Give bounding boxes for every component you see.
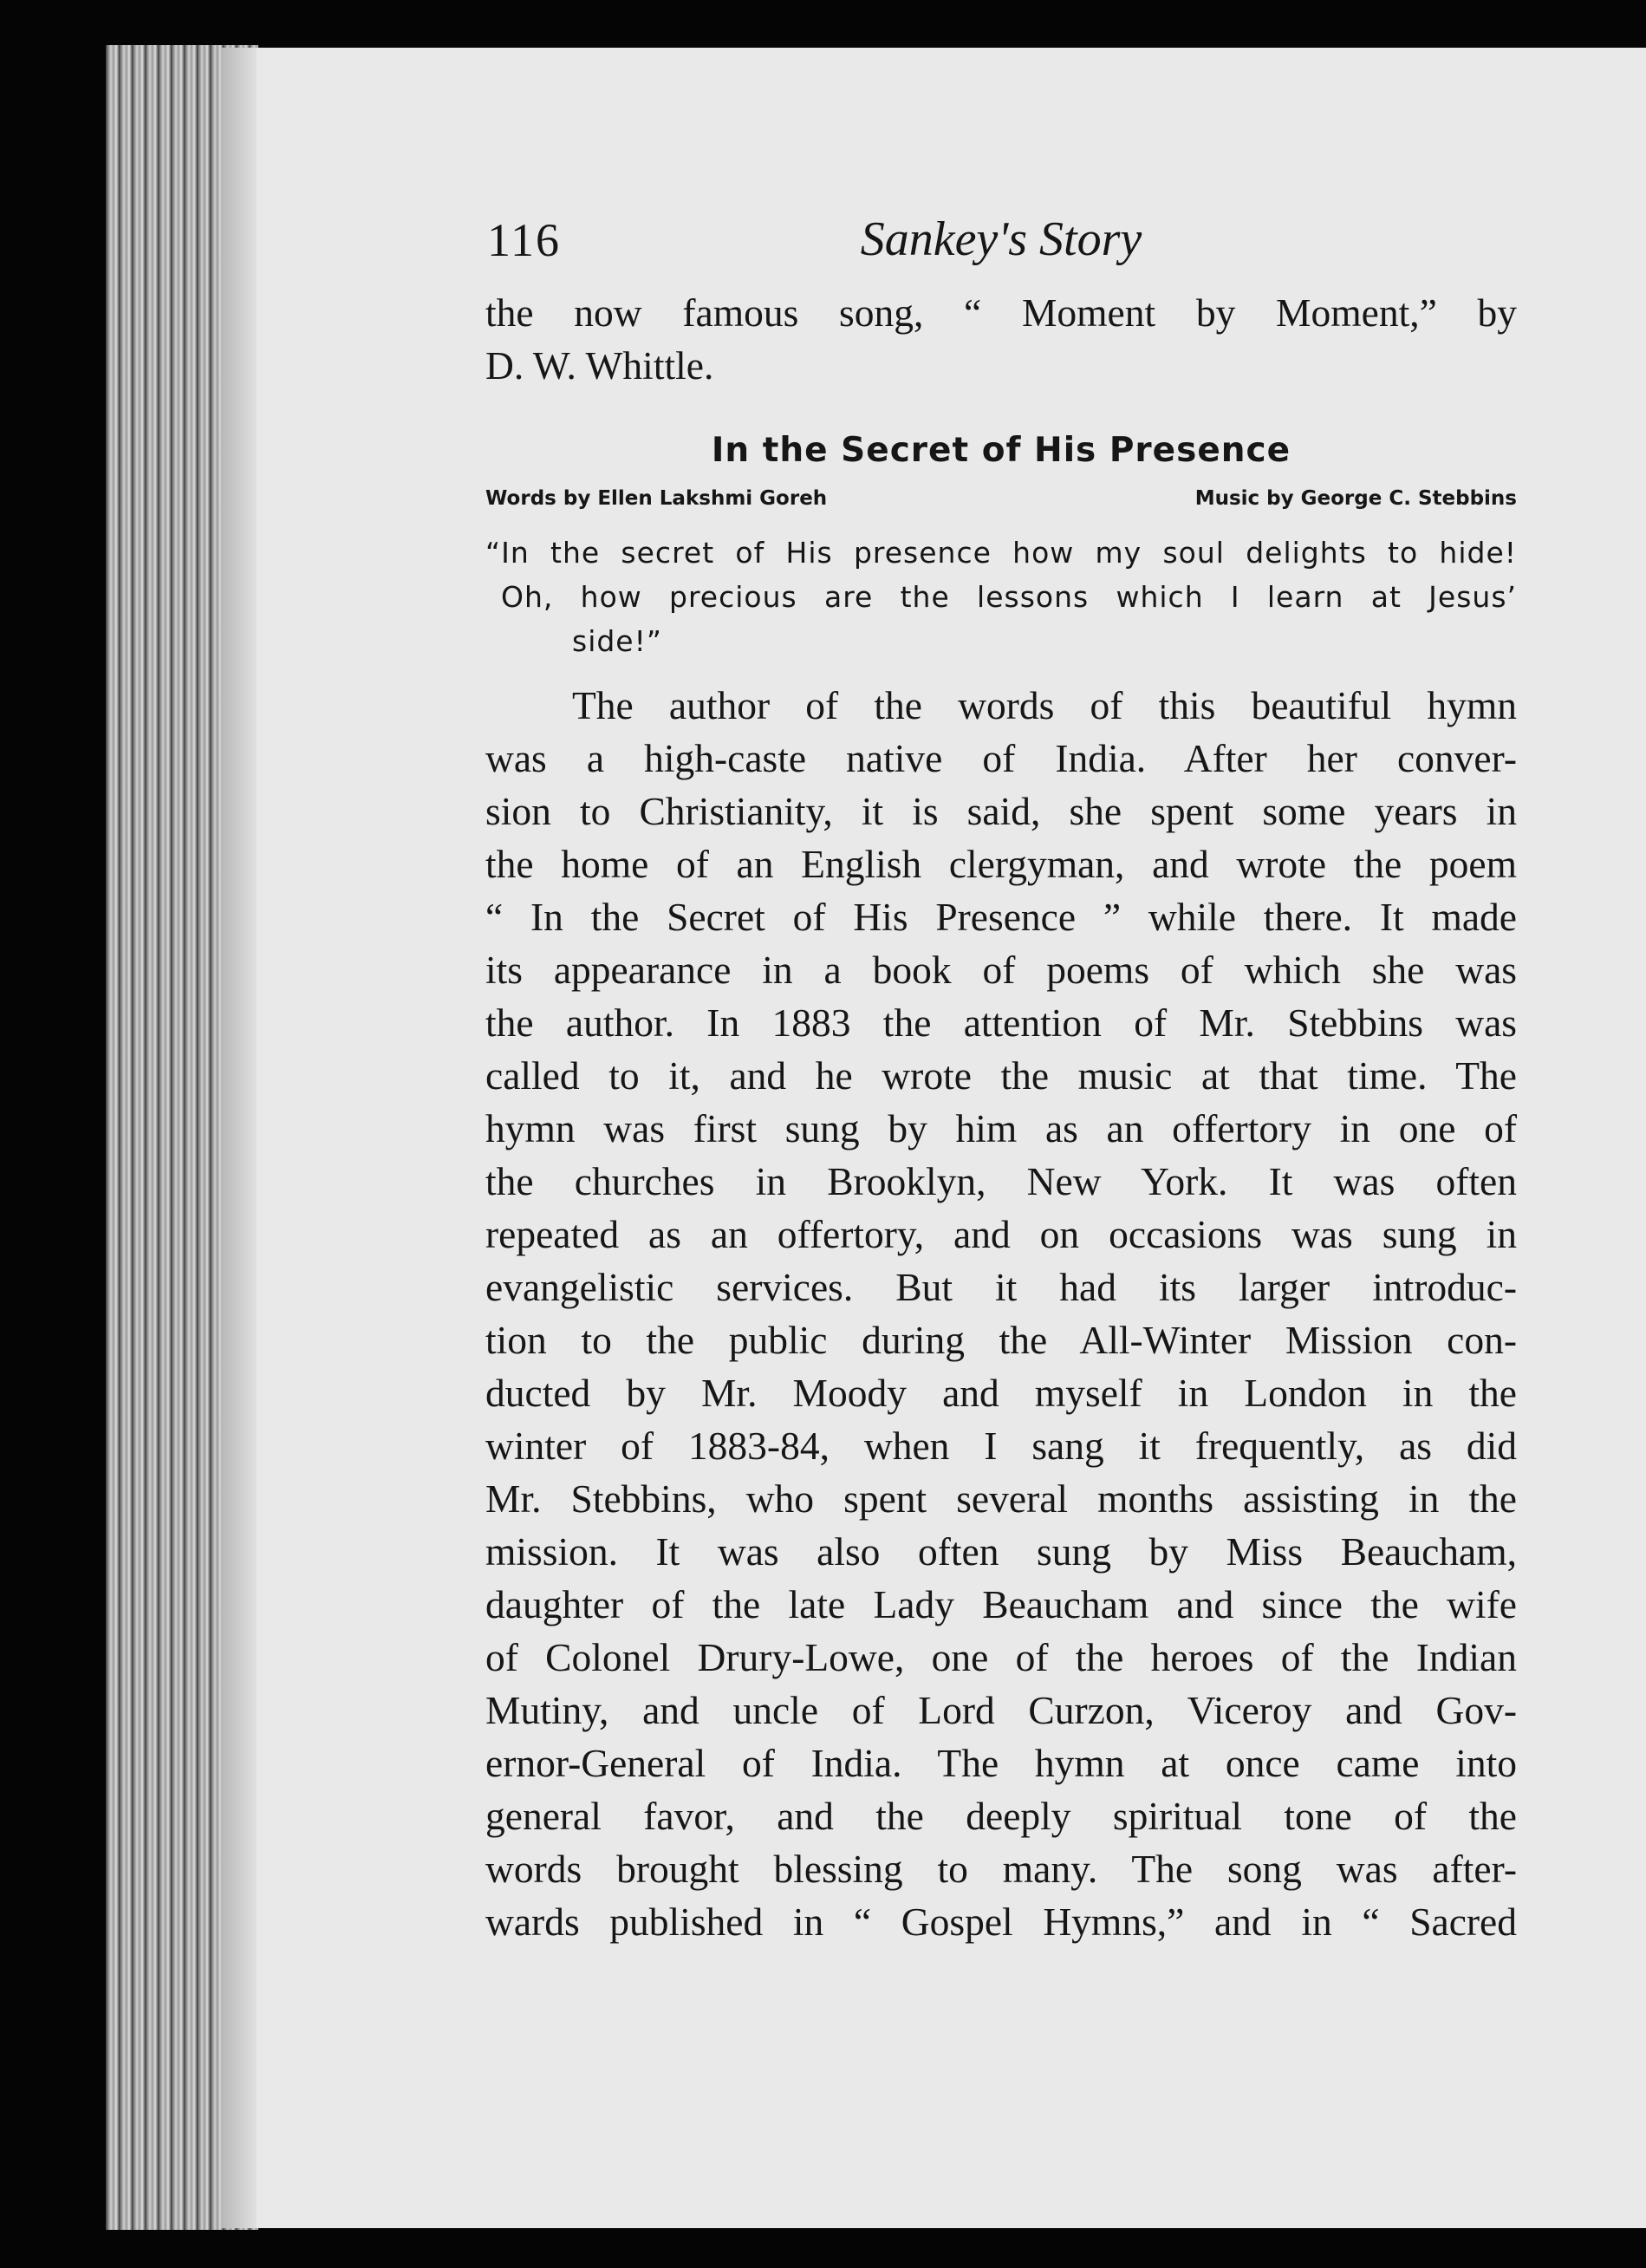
text-line: winter of 1883-84, when I sang it frequently, as did — [485, 1424, 1517, 1468]
text-line: evangelistic services. But it had its larger introduc- — [485, 1265, 1517, 1309]
text-line: D. W. Whittle. — [485, 343, 714, 388]
text-line: sion to Christianity, it is said, she spent some years in — [485, 789, 1517, 833]
text-line: of Colonel Drury-Lowe, one of the heroes of the Indian — [485, 1635, 1517, 1679]
intro-paragraph — [485, 286, 1517, 392]
running-head — [485, 199, 1517, 286]
verse-line: “In the secret of His presence how my soul delights to hide! — [485, 536, 1517, 570]
text-line: its appearance in a book of poems of which she was — [485, 948, 1517, 992]
text-line: ernor-General of India. The hymn at once came into — [485, 1741, 1517, 1785]
text-line: wards published in “ Gospel Hymns,” and in “ Sacred — [485, 1900, 1517, 1944]
text-line: repeated as an offertory, and on occasions was sung in — [485, 1212, 1517, 1256]
text-line: “ In the Secret of His Presence ” while there. It made — [485, 895, 1517, 939]
text-line: the home of an English clergyman, and wrote the poem — [485, 842, 1517, 886]
text-line: called to it, and he wrote the music at that time. The — [485, 1053, 1517, 1098]
text-line: general favor, and the deeply spiritual tone of the — [485, 1794, 1517, 1838]
body-paragraph — [485, 679, 1517, 1948]
hymn-verse — [485, 531, 1517, 663]
text-line: the author. In 1883 the attention of Mr. Stebbins was — [485, 1000, 1517, 1045]
text-line: Mr. Stebbins, who spent several months assisting in the — [485, 1476, 1517, 1521]
text-line: The author of the words of this beautiful hymn — [572, 683, 1517, 727]
text-line: mission. It was also often sung by Miss Beaucham, — [485, 1529, 1517, 1574]
hymn-credits — [485, 480, 1517, 517]
running-title: Sankey's Story — [860, 212, 1142, 266]
text-line: ducted by Mr. Moody and myself in London in the — [485, 1371, 1517, 1415]
hymn-title: In the Secret of His Presence — [711, 431, 1291, 470]
text-line: Mutiny, and uncle of Lord Curzon, Viceroy and Gov- — [485, 1688, 1517, 1732]
text-line: words brought blessing to many. The song was after- — [485, 1847, 1517, 1891]
verse-line: side!” — [572, 624, 662, 658]
text-line: the churches in Brooklyn, New York. It was often — [485, 1159, 1517, 1203]
music-credit: Music by George C. Stebbins — [1194, 487, 1517, 510]
page-number: 116 — [487, 214, 561, 266]
page-gutter-shadow — [221, 48, 260, 2228]
text-line: was a high-caste native of India. After her conver- — [485, 736, 1517, 780]
verse-line: Oh, how precious are the lessons which I learn at Jesus’ — [501, 580, 1517, 614]
text-line: hymn was first sung by him as an offertory in one of — [485, 1106, 1517, 1150]
words-credit: Words by Ellen Lakshmi Goreh — [485, 487, 828, 510]
text-line: tion to the public during the All-Winter Mission con- — [485, 1318, 1517, 1362]
text-line: daughter of the late Lady Beaucham and since the wife — [485, 1582, 1517, 1626]
page-text — [485, 199, 1517, 1948]
text-line: the now famous song, “ Moment by Moment,” by — [485, 290, 1517, 335]
